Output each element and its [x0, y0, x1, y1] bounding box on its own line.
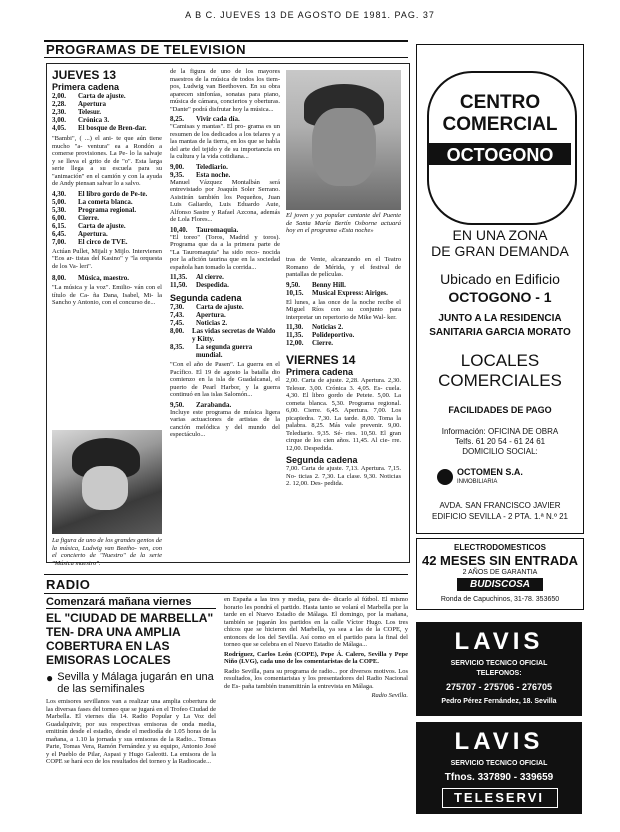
schedule-show: Noticias 2. [196, 319, 228, 327]
schedule-list [170, 401, 280, 409]
schedule-show: La cometa blanca. [78, 197, 133, 206]
schedule-time: 7,00. [52, 237, 66, 246]
ad-title: CENTRO [459, 92, 541, 113]
schedule-time: 6,00. [52, 213, 66, 222]
schedule-row [286, 339, 401, 347]
schedule-show: El circo de TVE. [78, 237, 128, 246]
ad-line: LOCALES [460, 351, 540, 370]
ad-line: SERVICIO TECNICO OFICIAL [450, 660, 548, 667]
ad-brand: BUDISCOSA [469, 579, 530, 590]
photo-face-shape [82, 466, 128, 510]
day-schedule-text: 7,00. Carta de ajuste. 7,13. Apertura. 7,15. No- ticias 2. 7,30. La clase. 9,30. Noticias 2. 12,00. Des- pedida. [286, 465, 401, 487]
article-author: Radio Sevilla. [371, 692, 408, 699]
schedule-time: 9,50. [286, 280, 300, 289]
tv-column-2 [170, 68, 280, 439]
ad-lavis-1 [416, 622, 582, 716]
photo-caption: La figura de uno de los grandes genios de la música, Ludwig van Beetho- ven, con el concierto de "Nuestro" de la serie "Música maestro". [52, 537, 162, 567]
schedule-time: 2,00. [52, 92, 66, 100]
schedule-show: Apertura [78, 100, 106, 108]
schedule-time: 7,45. [170, 319, 184, 327]
schedule-list [286, 323, 401, 347]
schedule-time: 10,15. [286, 288, 304, 297]
schedule-row [52, 116, 162, 124]
schedule-row [170, 171, 280, 179]
ad-line: Información: OFICINA DE OBRA [441, 427, 559, 436]
schedule-time: 4,05. [52, 124, 66, 132]
schedule-show: Tauromaquia. [196, 225, 239, 234]
day-title: JUEVES 13 [52, 68, 117, 82]
schedule-row [170, 226, 280, 234]
ad-brand: OCTOMEN S.A. [457, 467, 523, 477]
schedule-time: 9,50. [170, 400, 184, 409]
ad-title-highlight: OCTOGONO [446, 145, 554, 165]
schedule-time: 6,15. [52, 221, 66, 230]
radio-section-title: RADIO [46, 577, 91, 592]
ad-phones: Tfnos. 337890 - 339659 [444, 772, 554, 783]
ad-line: 2 AÑOS DE GARANTIA [462, 569, 538, 576]
schedule-time: 11,50. [170, 281, 188, 289]
article-body: Rodríguez, Carlos León (COPE), Pepe Á. Calero, Sevilla y Pepe Niño (LVG), cada uno de los comentaristas de la COPE. [224, 650, 408, 665]
schedule-row [52, 222, 162, 230]
schedule-time: 11,35. [286, 331, 304, 339]
ad-line: SERVICIO TECNICO OFICIAL [450, 760, 548, 767]
brand-logo-icon [437, 469, 453, 485]
ad-line: DE GRAN DEMANDA [431, 243, 569, 259]
schedule-list [170, 115, 280, 123]
schedule-row [170, 343, 280, 359]
schedule-row [52, 206, 162, 214]
schedule-show: Carta de ajuste. [78, 221, 126, 230]
ad-line: DOMICILIO SOCIAL: [462, 447, 538, 456]
review-paragraph: "Camisas y mantas". El pro- grama es un resumen de los dedicados a los telares y a las mantas de la tierra, en los que se habla del arte del tejido y de su importancia en la cultura y la vida cotidiana... [170, 123, 280, 160]
schedule-time: 10,40. [170, 225, 188, 234]
schedule-row [52, 92, 162, 100]
schedule-show: Carta de ajuste. [196, 303, 244, 311]
schedule-time: 5,30. [52, 205, 66, 214]
article-body: en España a las tres y media, para de- dicarlo al fútbol. El mismo horario les pondrá el partido. Hasta tanto se volará el Marbella por la tarde en el Nuevo Estadio de Málaga. El domingo, por la mañana, también se jugarán los partidos en la calle Víctor Hugo. Los tres chicos que se hicieron del Marbella, ya sea a las de la COPE, y entonces de los del Sevilla. Así como en el partido para la final del torneo que se celebra en el Nuevo Estadio de Málaga... [224, 596, 408, 648]
ad-line: TELEFONOS: [476, 670, 522, 677]
schedule-show: La segunda guerra mundial. [195, 343, 253, 359]
schedule-time: 8,25. [170, 115, 184, 123]
ad-line: COMERCIALES [438, 371, 562, 390]
schedule-time: 8,00. [170, 327, 184, 335]
schedule-list [286, 281, 401, 297]
schedule-row [170, 163, 280, 171]
ad-brand: TELESERVI [453, 790, 544, 805]
schedule-row [170, 401, 280, 409]
bullet-icon: ● [46, 671, 54, 685]
schedule-show: Vivir cada día. [196, 115, 240, 123]
section-bottom-rule [44, 57, 408, 58]
schedule-row [52, 100, 162, 108]
review-paragraph: Manuel Vázquez Montalbán será entrevistado por Joaquín Soler Serrano. Asistirán también los Pequeños, Juan Luis Galiardo, Luis Eduardo Aute, Alfonso Sastre y Rafael Azcona, además de Lola Flores... [170, 178, 280, 223]
ad-brand-sub: INMOBILIARIA [457, 479, 498, 485]
ad-address: Ronda de Capuchinos, 31-78. 353650 [440, 596, 560, 603]
article-subhead: Sevilla y Málaga jugarán en una de las semifinales [57, 671, 214, 695]
channel-title: Primera cadena [52, 82, 120, 92]
schedule-list [52, 190, 162, 246]
schedule-list [170, 163, 280, 179]
review-paragraph: de la figura de uno de los mayores maestros de la música de todos los tiem- pos, Ludwig van Beethoven. En su obra aparecen sinfonías, sonatas para piano, música de cámara, conciertos y oberturas. "Dante" podrá disfrutar hoy la música... [170, 68, 280, 113]
schedule-time: 3,00. [52, 116, 66, 124]
ad-phones: 275707 - 275706 - 276705 [445, 682, 553, 692]
schedule-show: Esta noche. [196, 170, 231, 179]
ad-line: SANITARIA GARCIA MORATO [429, 327, 571, 338]
review-paragraph: "El toreo" (Toros, Madrid y toros). Programa que da a la primera parte de "La Tauromaquia" ha sido reco- nocida por la afición taurina que en la sociedad española han tomado la corrida... [170, 233, 280, 271]
schedule-show: Polideportivo. [312, 331, 355, 339]
ad-line: FACILIDADES DE PAGO [448, 405, 552, 415]
schedule-row [52, 124, 162, 132]
schedule-row [52, 214, 162, 222]
schedule-time: 4,30. [52, 189, 66, 198]
schedule-row [286, 281, 401, 289]
schedule-list [170, 303, 280, 359]
schedule-time: 9,00. [170, 162, 184, 171]
channel-title: Segunda cadena [286, 455, 358, 465]
schedule-list [170, 273, 280, 289]
schedule-row [286, 289, 401, 297]
schedule-show: Telediario. [196, 162, 228, 171]
review-paragraph: tras de Vente, alcanzando en el Teatro Romano de Mérida, y el festival de pantallas de películas. [286, 256, 401, 278]
schedule-show: Cierre. [78, 213, 100, 222]
schedule-row [170, 115, 280, 123]
schedule-list [52, 274, 162, 282]
schedule-row [52, 274, 162, 282]
schedule-show: Programa regional. [78, 205, 137, 214]
schedule-row [170, 273, 280, 281]
ad-address: Pedro Pérez Fernández, 18. Sevilla [441, 698, 557, 705]
schedule-show: Apertura. [78, 229, 108, 238]
schedule-time: 2,30. [52, 108, 66, 116]
tv-section-title: PROGRAMAS DE TELEVISION [46, 42, 247, 57]
schedule-row [286, 331, 401, 339]
channel-title: Segunda cadena [170, 293, 242, 303]
schedule-time: 5,00. [52, 197, 66, 206]
schedule-row [286, 323, 401, 331]
ad-centro-comercial [416, 44, 584, 534]
schedule-time: 11,35. [170, 273, 188, 281]
schedule-show: Música, maestro. [78, 274, 129, 282]
schedule-show: El bosque de Bren-dar. [78, 124, 147, 132]
schedule-row [52, 238, 162, 246]
ad-headline: 42 MESES SIN ENTRADA [421, 553, 579, 568]
schedule-show: Apertura. [196, 311, 226, 319]
schedule-show: Las vidas secretas de Waldo y Kitty. [192, 327, 276, 343]
photo-caption: El joven y ya popular cantante del Puente de Santa María Bertín Osborne actuará hoy en el programa «Esta noche» [286, 212, 401, 234]
photo-face-shape [312, 108, 376, 186]
schedule-row [52, 230, 162, 238]
schedule-time: 7,30. [170, 303, 184, 311]
schedule-time: 7,43. [170, 311, 184, 319]
masthead: A B C. JUEVES 13 DE AGOSTO DE 1981. PAG. 37 [185, 10, 435, 20]
schedule-time: 8,35. [170, 343, 184, 351]
radio-bottom-rule [44, 593, 408, 594]
ad-brand: LAVIS [454, 728, 544, 755]
schedule-show: Carta de ajuste. [78, 92, 126, 100]
schedule-row [52, 190, 162, 198]
schedule-show: Zarabanda. [196, 400, 232, 409]
schedule-show: Crónica 3. [78, 116, 110, 124]
review-paragraph: Actúan Pullet, Mijali y Mijlo. Intervienen "Eos ar- tistas del Kasino" y "la orquesta de los Va- leri". [52, 247, 162, 270]
ad-line: Ubicado en Edificio [440, 271, 560, 287]
radio-column-1 [46, 596, 216, 766]
article-body: Los emisores sevillanos van a realizar una amplia cobertura de las diversas fases del torneo que se jugará en el Trofeo Ciudad de Marbella. El viernes día 14. Radio Popular y La Voz del Guadalquivir, por sus respectivas emisoras de onda media, emitirán desde el estadio, desde el mediodía de 1.05 horas de la mañana, a 1.10 la jornada y sus emisoras de la Radio... Tomas Parte, Tomas Vera, Ramón Fernández y su equipo, Antonio José y el Pueblo de Pilar, Aspasi y Hugo Galeotti. La emisora de la COPE se hará eco de los resultados del torneo y la Radiocade... [46, 698, 216, 765]
schedule-time: 8,00. [52, 274, 66, 282]
schedule-list [170, 226, 280, 234]
radio-top-rule [44, 574, 408, 575]
ad-line: EN UNA ZONA [452, 227, 548, 243]
schedule-row [170, 327, 280, 343]
schedule-time: 2,28. [52, 100, 66, 108]
photo-beethoven [52, 430, 162, 534]
ad-budiscosa [416, 538, 584, 610]
ad-line: JUNTO A LA RESIDENCIA [438, 313, 562, 324]
radio-column-2 [224, 596, 408, 700]
schedule-show: Telesur. [78, 108, 102, 116]
schedule-show: El libro gordo de Pe-te. [78, 189, 148, 198]
review-paragraph: Incluye este programa de música ligera varias actuaciones de artistas de la canción melódica y del mundo del espectáculo... [170, 408, 280, 438]
article-headline: EL "CIUDAD DE MARBELLA" TEN- DRA UNA AMPLIA COBERTURA EN LAS EMISORAS LOCALES [46, 611, 214, 667]
review-paragraph: El lunes, a las once de la noche recibe el Miguel Ríos con su conjunto para interpretar un repertorio de Mike Wal- ker. [286, 298, 401, 321]
schedule-show: Despedida. [196, 281, 229, 289]
schedule-list [52, 92, 162, 132]
schedule-time: 11,30. [286, 323, 304, 331]
article-body: Radio Sevilla, para su programa de radio... por diversos motivos. Los resultados, los comentaristas y los presentadores del Radio Nacional de Es- paña también transmitirán la entrevista en Málaga. [224, 667, 408, 690]
tv-column-1 [52, 68, 162, 307]
ad-address: EDIFICIO SEVILLA - 2 PTA. 1.ª N.º 21 [431, 512, 568, 521]
schedule-show: Al cierre. [196, 273, 224, 281]
schedule-show: Cierre. [312, 339, 334, 347]
tv-column-3 [286, 256, 401, 488]
ad-line: OCTOGONO - 1 [448, 289, 552, 305]
schedule-row [170, 303, 280, 311]
ad-brand: LAVIS [454, 628, 544, 655]
schedule-row [170, 281, 280, 289]
ad-lavis-2 [416, 722, 582, 814]
ad-address: AVDA. SAN FRANCISCO JAVIER [439, 501, 561, 510]
ad-line: Telfs. 61 20 54 - 61 24 61 [454, 437, 546, 446]
review-paragraph: "La música y la voz". Emilio- ván con el título de Ca- ña Dana, Isabel, Mi- la Sancho y Antonio, con el concurso de... [52, 284, 162, 306]
ad-line: ELECTRODOMESTICOS [453, 543, 546, 552]
schedule-show: Noticias 2. [312, 323, 344, 331]
schedule-row [170, 311, 280, 319]
section-top-rule [44, 40, 408, 42]
schedule-show: Benny Hill. [312, 280, 346, 289]
photo-singer [286, 70, 401, 210]
schedule-time: 9,35. [170, 170, 184, 179]
schedule-row [170, 319, 280, 327]
review-paragraph: "Con el año de Pasen". La guerra en el Pacífico. El 19 de agosto la batalla dio comienzo en la isla de Guadalcanal, el puerto de Pearl Harbor, y la guerra continuó en las islas Salomón... [170, 361, 280, 398]
article-subhead-row [46, 671, 216, 695]
ad-title: COMERCIAL [442, 114, 558, 135]
review-paragraph: "Bambi", ( ...) el ani- te que aún tiene mucho "a- ventura" ea a Rondón a comerse provisiones. La Pe- lo la salvaje y se lleva el grito de de "o". Esta larga serie llega a su escuela para su "animación" en el camión y con la ayuda de Andy piensan salvar lo a salvo. [52, 135, 162, 187]
schedule-show: Musical Express: Airiges. [312, 288, 388, 297]
article-kicker: Comenzará mañana viernes [46, 596, 216, 609]
schedule-time: 12,00. [286, 339, 304, 347]
day-title: VIERNES 14 [286, 353, 356, 367]
schedule-time: 6,45. [52, 229, 66, 238]
day-schedule-text: 2,00. Carta de ajuste. 2,28. Apertura. 2,30. Telesur. 3,00. Crónica 3. 4,05. Es- cuela. 4,30. El libro gordo de Petete. 5,00. La cometa blanca. 5,30. Programa regional. 6,00. Cierre. 6,45. Apertura. 7,00. Los picapiedra. 7,30. La tarde. 8,00. Toma la palabra. 8,25. Más vale prevenir. 9,00. Telediario. 9,35. Sé- ries. 10,50. El gran cirque de los cien años. 11,45. Al cie- rre. 12,00. Despedida. [286, 377, 401, 452]
schedule-row [52, 108, 162, 116]
channel-title: Primera cadena [286, 367, 354, 377]
schedule-row [52, 198, 162, 206]
